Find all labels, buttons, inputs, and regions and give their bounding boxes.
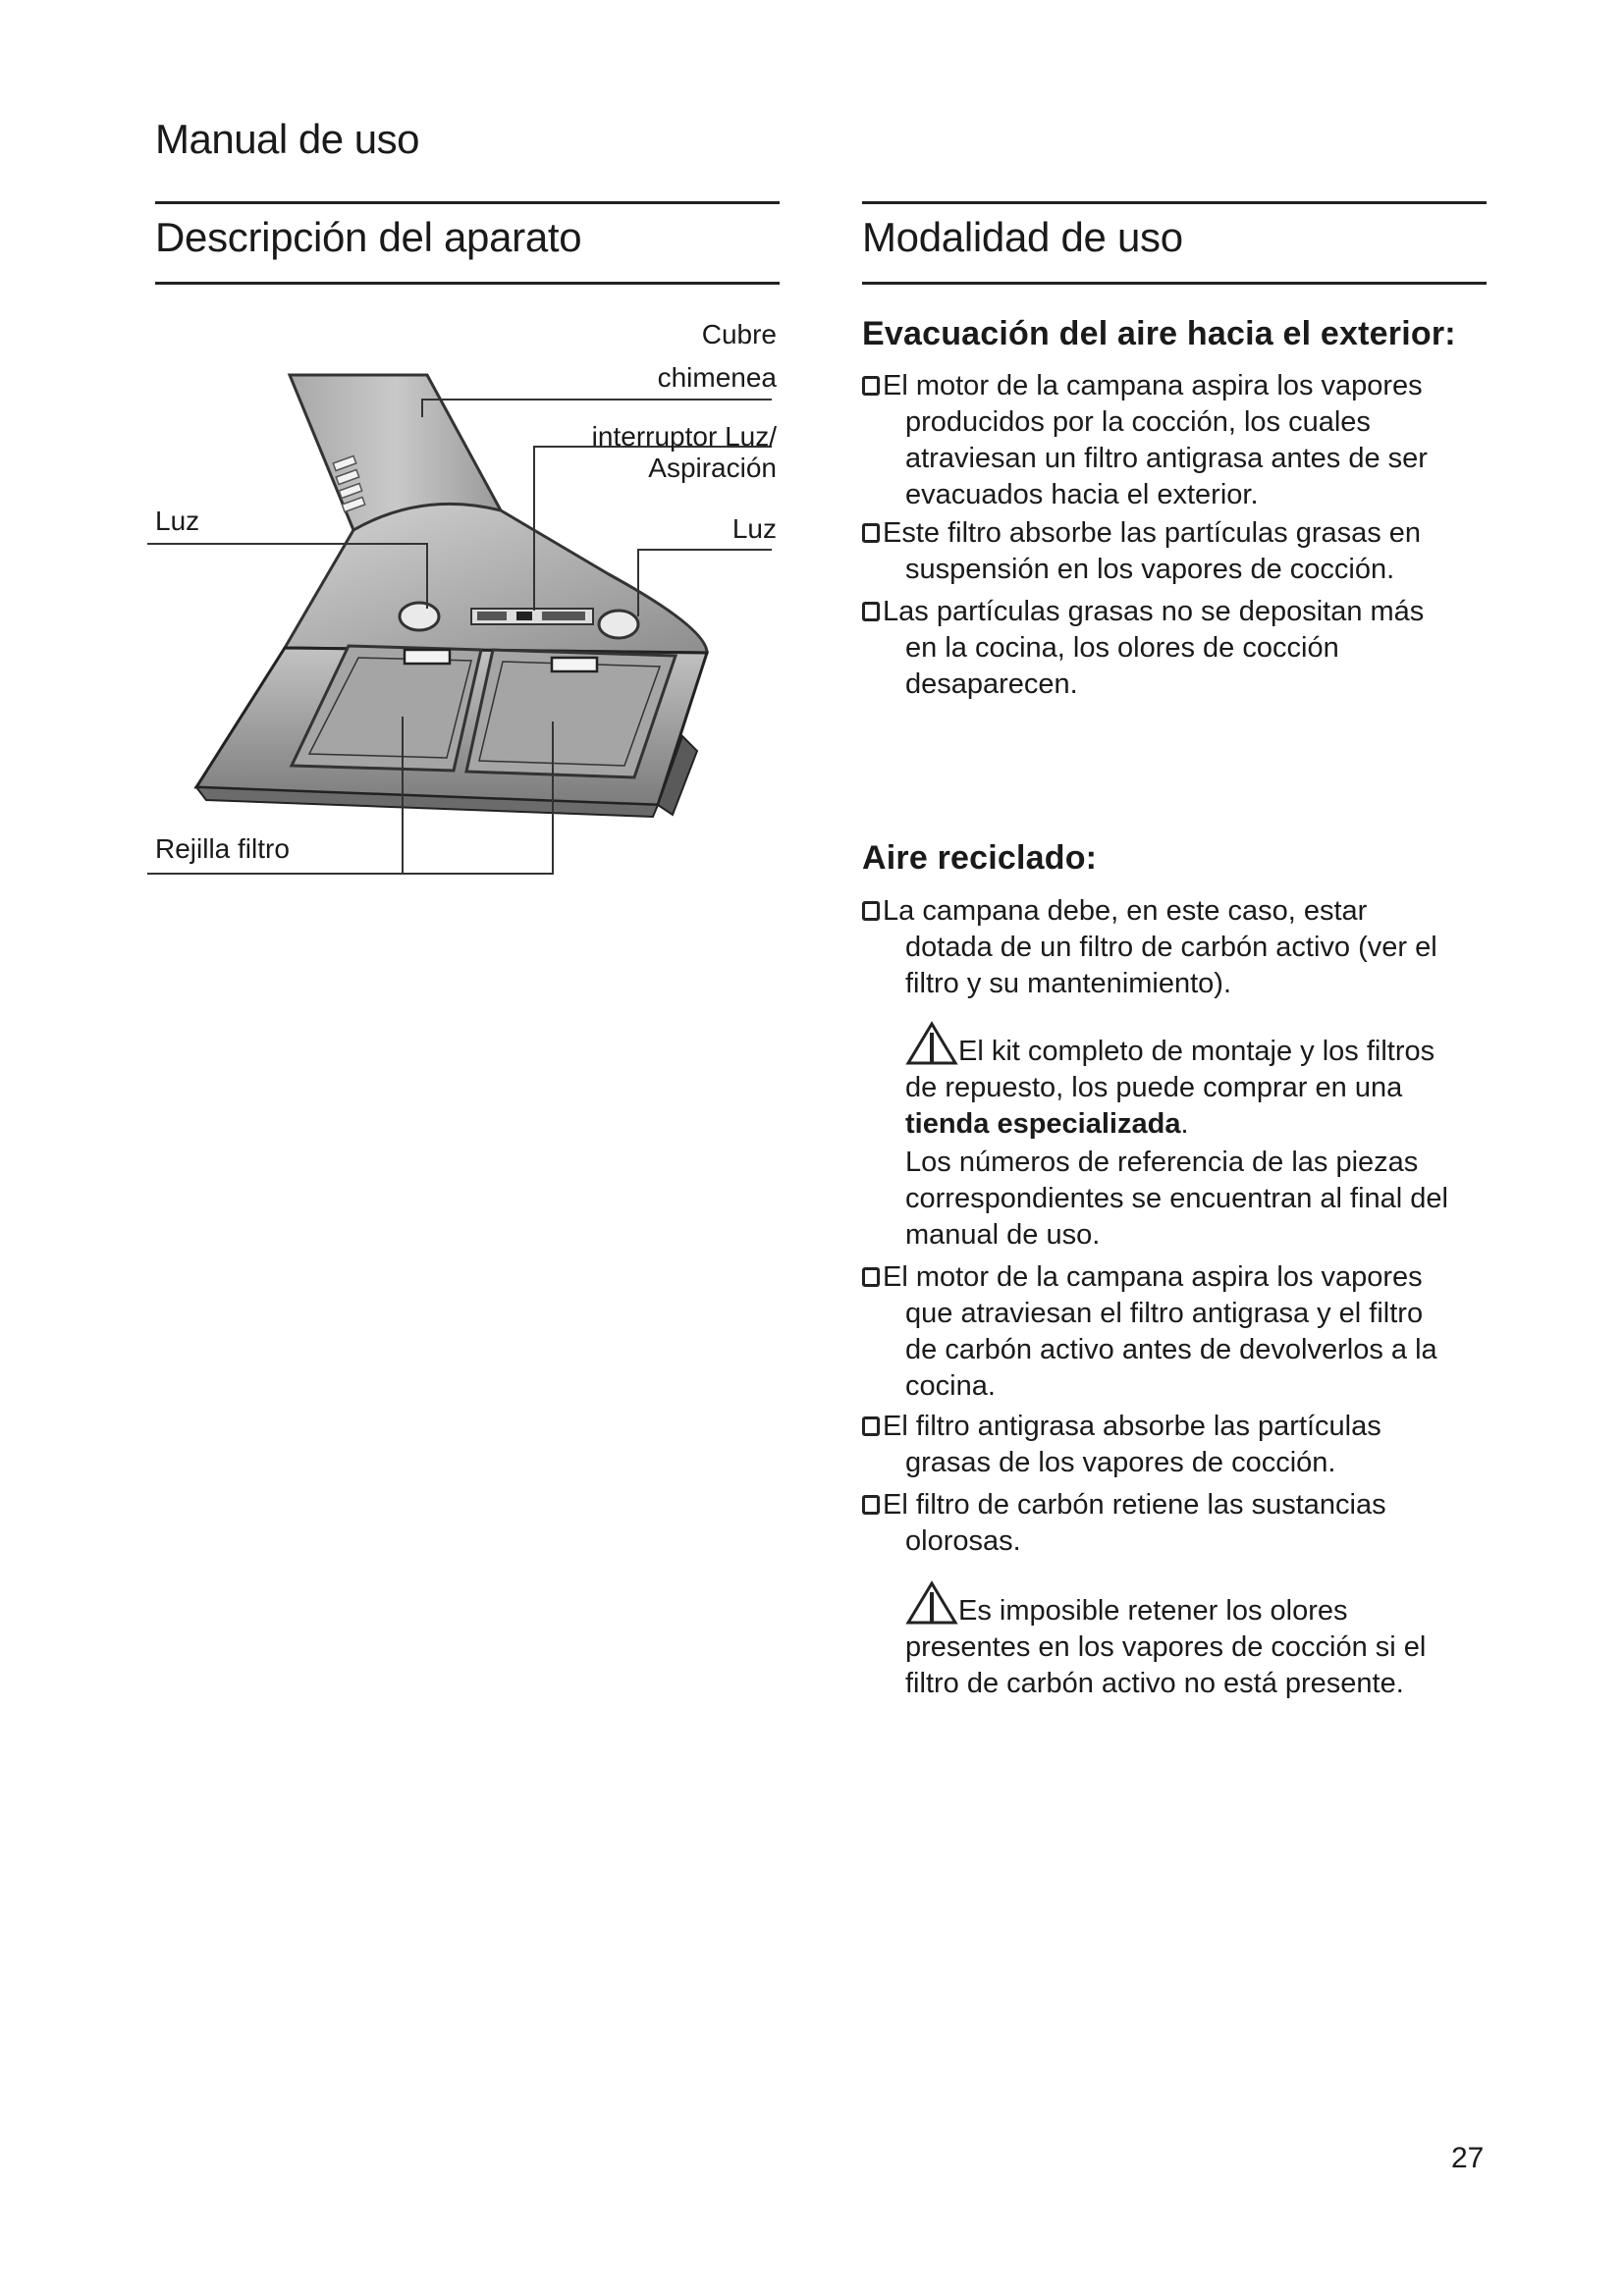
left-top-rule xyxy=(155,201,780,204)
reciclado-bullet-3: El filtro antigrasa absorbe las partículas grasas de los vapores de cocción. xyxy=(862,1409,1490,1481)
manual-title: Manual de uso xyxy=(155,116,420,162)
exterior-bullet-2: Este filtro absorbe las partículas grasas en suspensión en los vapores de cocción. xyxy=(862,515,1490,588)
label-luz-left: Luz xyxy=(155,506,200,536)
checkbox-bullet-icon xyxy=(862,602,880,621)
checkbox-bullet-icon xyxy=(862,1416,880,1436)
switch-panel-shape xyxy=(471,609,593,624)
reciclado-bullet-4: El filtro de carbón retiene las sustancias olorosas. xyxy=(862,1487,1490,1560)
left-section-title: Descripción del aparato xyxy=(155,214,582,260)
right-top-rule xyxy=(862,201,1487,204)
checkbox-bullet-icon xyxy=(862,901,880,921)
checkbox-bullet-icon xyxy=(862,1495,880,1515)
label-interruptor: interruptor Luz/ xyxy=(591,421,777,452)
reciclado-bullet-2: El motor de la campana aspira los vapores que atraviesan el filtro antigrasa y el filtro de carbón activo antes de devolverlos a la cocina. xyxy=(862,1259,1490,1405)
reciclado-heading: Aire reciclado: xyxy=(862,839,1098,877)
warning-triangle-icon xyxy=(905,1580,958,1626)
light-right-shape xyxy=(599,611,638,638)
light-left-shape xyxy=(400,603,439,630)
label-chimenea: chimenea xyxy=(657,362,777,393)
warning-carbon: Es imposible retener los olores presentes en los vapores de cocción si el filtro de carbón activo no está presente. xyxy=(905,1580,1494,1702)
page-number: 27 xyxy=(1451,2142,1485,2174)
reference-note: Los números de referencia de las piezas correspondientes se encuentran al final del manual de uso. xyxy=(905,1147,1448,1251)
reciclado-bullet-1: La campana debe, en este caso, estar dotada de un filtro de carbón activo (ver el filtro y su mantenimiento). xyxy=(862,893,1490,1002)
left-bottom-rule xyxy=(155,282,780,285)
label-rejilla-filtro: Rejilla filtro xyxy=(155,833,290,864)
label-luz-right: Luz xyxy=(731,513,777,544)
warning-triangle-icon xyxy=(905,1021,958,1066)
exterior-heading: Evacuación del aire hacia el exterior: xyxy=(862,315,1456,352)
exterior-bullet-1: El motor de la campana aspira los vapores producidos por la cocción, los cuales atraviesan un filtro antigrasa antes de ser evacuados hacia el exterior. xyxy=(862,368,1490,513)
right-bottom-rule xyxy=(862,282,1487,285)
label-aspiracion: Aspiración xyxy=(648,453,777,483)
right-section-title: Modalidad de uso xyxy=(862,214,1183,260)
exterior-bullet-3: Las partículas grasas no se depositan más en la cocina, los olores de cocción desaparecen. xyxy=(862,594,1490,703)
warning-kit: El kit completo de montaje y los filtros de repuesto, los puede comprar en una tienda especializada. xyxy=(905,1021,1494,1143)
checkbox-bullet-icon xyxy=(862,523,880,543)
checkbox-bullet-icon xyxy=(862,1267,880,1287)
checkbox-bullet-icon xyxy=(862,376,880,396)
label-cubre: Cubre xyxy=(701,319,777,349)
